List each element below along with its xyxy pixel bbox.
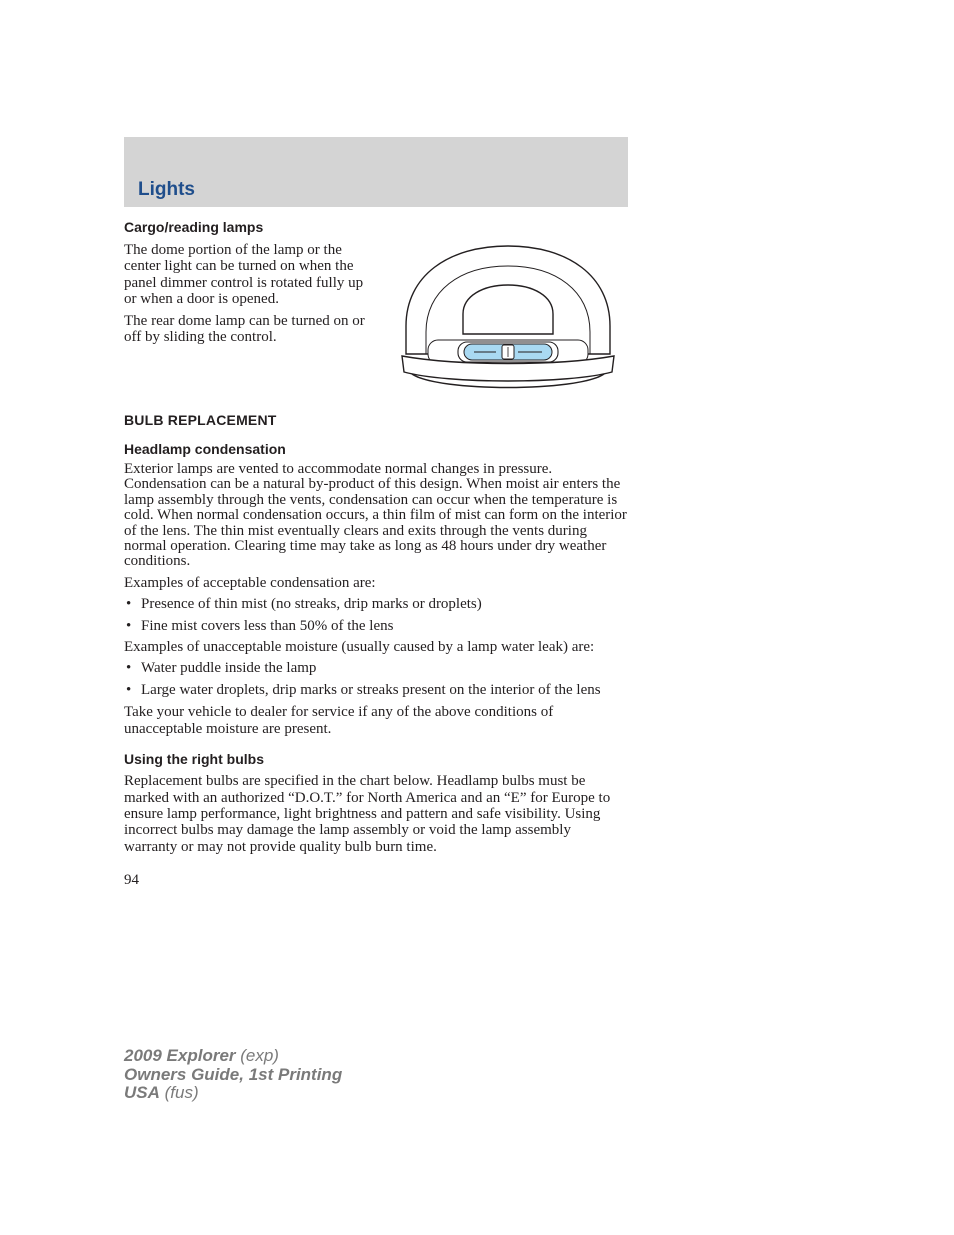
acceptable-label: Examples of acceptable condensation are:	[124, 574, 376, 591]
unacceptable-list	[124, 661, 628, 698]
unacceptable-label: Examples of unacceptable moisture (usually caused by a lamp water leak) are:	[124, 639, 595, 656]
dome-lamp-illustration	[398, 236, 618, 396]
document-footer	[124, 1047, 342, 1103]
acceptable-list	[124, 597, 628, 634]
cargo-paragraph-2: The rear dome lamp can be turned on or off by sliding the control.	[124, 312, 365, 346]
right-bulbs-body: Replacement bulbs are specified in the chart below. Headlamp bulbs must be marked with an authorized “D.O.T.” for North America and an “E” for Europe to ensure lamp performance, light brightness and pattern and safe visibility. Using incorrect bulbs may damage the lamp assembly or void the lamp assembly warranty or may not provide quality bulb burn time.	[124, 773, 611, 855]
page-number: 94	[124, 872, 139, 889]
footer-line-2: Owners Guide, 1st Printing	[124, 1064, 343, 1084]
list-item: • Water puddle inside the lamp	[124, 661, 628, 676]
list-item: • Large water droplets, drip marks or streaks present on the interior of the lens	[124, 683, 628, 698]
cargo-section	[124, 242, 628, 396]
condensation-closing: Take your vehicle to dealer for service if any of the above conditions of unacceptable moisture are present.	[124, 704, 554, 737]
footer-line-1: 2009 Explorer (exp)	[124, 1046, 279, 1065]
footer-line-3: USA (fus)	[124, 1083, 199, 1102]
condensation-heading: Headlamp condensation	[124, 441, 286, 457]
section-title: Lights	[138, 179, 195, 200]
cargo-text	[124, 242, 369, 396]
page-content	[124, 219, 628, 889]
right-bulbs-heading: Using the right bulbs	[124, 751, 264, 768]
cargo-paragraph-1: The dome portion of the lamp or the center light can be turned on when the panel dimmer control is rotated fully up or when a door is opened.	[124, 242, 364, 308]
condensation-intro: Exterior lamps are vented to accommodate normal changes in pressure. Condensation can be a natural by-product of this design. When moist air enters the lamp assembly through the vents, condensation can occur when the temperature is cold. When normal condensation occurs, a thin film of mist can form on the interior of the lens. The thin mist eventually clears and exits through the vents during normal operation. Clearing time may take as long as 48 hours under dry weather conditions.	[124, 461, 627, 570]
cargo-heading: Cargo/reading lamps	[124, 219, 264, 235]
list-item: • Presence of thin mist (no streaks, drip marks or droplets)	[124, 597, 628, 612]
section-header-band	[124, 137, 628, 207]
bulb-replacement-heading: BULB REPLACEMENT	[124, 412, 277, 428]
list-item: • Fine mist covers less than 50% of the lens	[124, 619, 628, 634]
